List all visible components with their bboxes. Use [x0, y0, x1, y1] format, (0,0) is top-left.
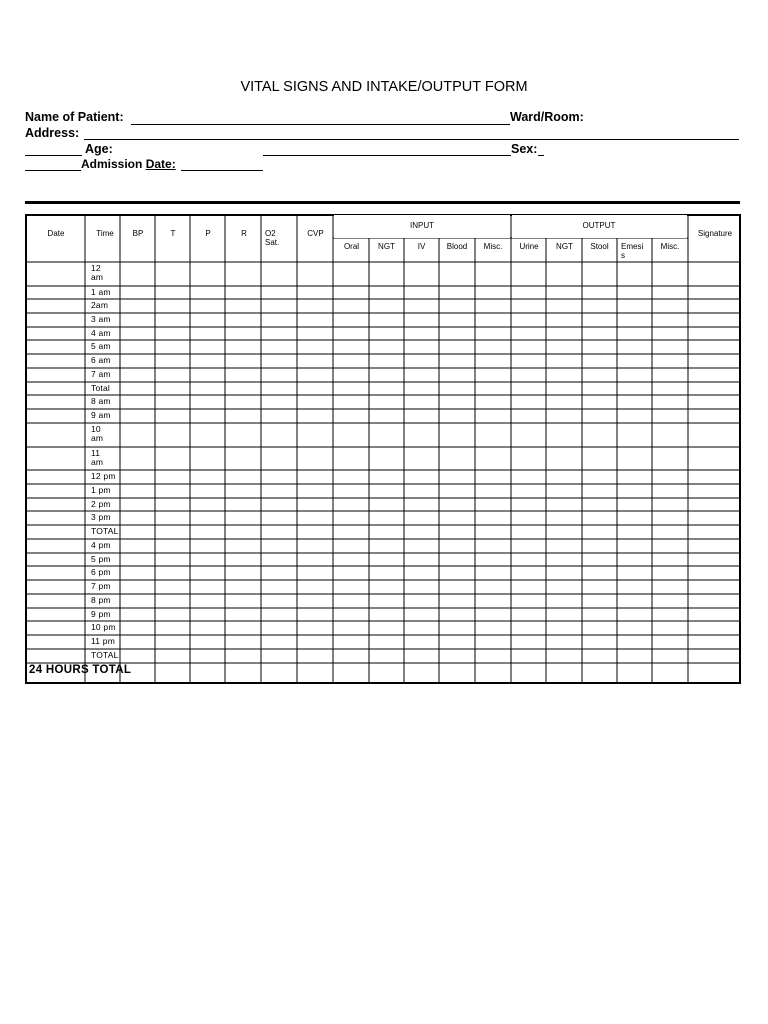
- admission-date-underline[interactable]: [181, 170, 263, 171]
- header-output: OUTPUT: [582, 221, 616, 230]
- header-stool: Stool: [590, 242, 609, 251]
- time-label: TOTAL: [91, 650, 119, 660]
- header-signature: Signature: [697, 229, 733, 238]
- address-label: Address:: [25, 126, 80, 140]
- form-title: VITAL SIGNS AND INTAKE/OUTPUT FORM: [240, 79, 528, 95]
- address-underline[interactable]: [84, 139, 739, 140]
- time-label: Total: [91, 383, 110, 393]
- time-label: 9 am: [91, 410, 111, 420]
- time-label: 2am: [91, 300, 109, 310]
- header-bp: BP: [132, 229, 144, 238]
- admission-underline[interactable]: [25, 170, 81, 171]
- name-of-patient-label: Name of Patient:: [25, 110, 124, 124]
- time-label: 11 am: [91, 448, 104, 467]
- header-emesis: Emesi s: [621, 242, 644, 260]
- name-underline-1[interactable]: [131, 124, 288, 125]
- time-label: 5 pm: [91, 554, 111, 564]
- header-blood: Blood: [446, 242, 468, 251]
- header-iv: IV: [417, 242, 426, 251]
- time-label: 10 pm: [91, 622, 116, 632]
- age-sex-underline[interactable]: [263, 155, 511, 156]
- header-r: R: [241, 229, 247, 238]
- time-label: 4 am: [91, 328, 111, 338]
- admission-date-label: Admission Date:: [81, 157, 176, 171]
- time-label: TOTAL: [91, 526, 119, 536]
- header-misc-input: Misc.: [483, 242, 503, 251]
- name-underline-2[interactable]: [288, 124, 510, 125]
- time-label: 7 am: [91, 369, 111, 379]
- time-label: 3 am: [91, 314, 111, 324]
- header-divider: [25, 201, 740, 204]
- time-label: 1 pm: [91, 485, 111, 495]
- time-label: 12 pm: [91, 471, 116, 481]
- header-o2-sat: O2 Sat.: [265, 229, 280, 247]
- time-label: 8 am: [91, 396, 111, 406]
- header-input: INPUT: [410, 221, 434, 230]
- time-label: 5 am: [91, 341, 111, 351]
- sex-underline[interactable]: [538, 155, 544, 156]
- time-label: 3 pm: [91, 512, 111, 522]
- header-cvp: CVP: [307, 229, 324, 238]
- twenty-four-hours-total: 24 HOURS TOTAL: [29, 664, 132, 676]
- header-t: T: [170, 229, 176, 238]
- time-label: 1 am: [91, 287, 111, 297]
- time-label: 4 pm: [91, 540, 111, 550]
- header-misc-output: Misc.: [660, 242, 680, 251]
- time-label: 2 pm: [91, 499, 111, 509]
- ward-room-label: Ward/Room:: [510, 110, 584, 124]
- age-label: Age:: [85, 142, 113, 156]
- time-label: 8 pm: [91, 595, 111, 605]
- age-underline[interactable]: [25, 155, 82, 156]
- time-label: 7 pm: [91, 581, 111, 591]
- header-ngt-input: NGT: [378, 242, 395, 251]
- header-p: P: [205, 229, 211, 238]
- sex-label: Sex:: [511, 142, 538, 156]
- header-oral: Oral: [343, 242, 360, 251]
- time-label: 12 am: [91, 263, 104, 282]
- time-label: 10 am: [91, 424, 104, 443]
- header-date: Date: [47, 229, 65, 238]
- header-ngt-output: NGT: [556, 242, 573, 251]
- table-grid: [25, 214, 741, 684]
- time-label: 6 pm: [91, 567, 111, 577]
- time-label: 9 pm: [91, 609, 111, 619]
- time-label: 6 am: [91, 355, 111, 365]
- header-urine: Urine: [519, 242, 539, 251]
- header-time: Time: [96, 229, 114, 238]
- time-label: 11 pm: [91, 636, 115, 646]
